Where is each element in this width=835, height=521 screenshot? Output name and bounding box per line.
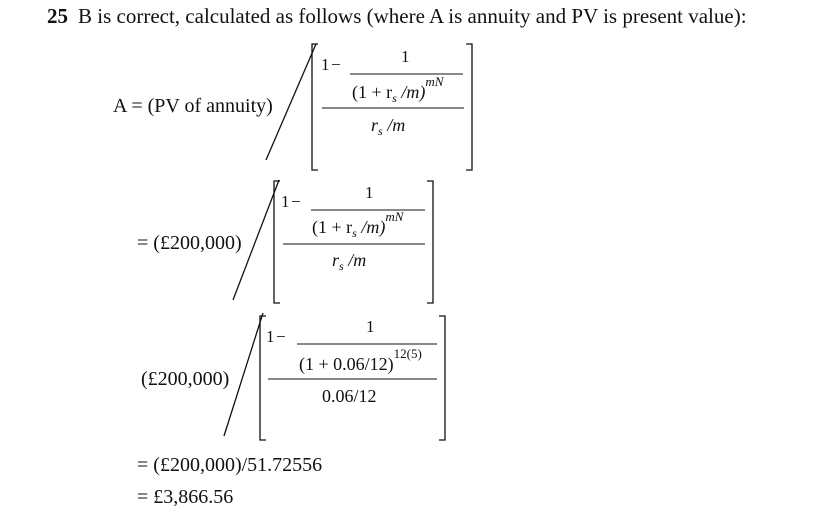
eq1-lhs: A = (PV of annuity) [113, 95, 273, 117]
eq1-denominator: $r_s$ /m [371, 115, 406, 138]
equation-1 [113, 44, 472, 170]
calc-line-5: = £3,866.56 [137, 486, 234, 508]
eq1-division-slash [266, 44, 316, 160]
eq3-right-bracket [439, 316, 445, 440]
eq1-inner-denominator: ($1 + r_s$ /m)$^{mN}$ [352, 74, 444, 105]
eq3-one: 1 [266, 327, 275, 346]
eq2-left-bracket [274, 181, 280, 303]
eq2-right-bracket [427, 181, 433, 303]
eq3-inner-numerator: 1 [366, 317, 375, 336]
eq3-division-slash [224, 313, 263, 436]
eq2-lhs: = (£200,000) [137, 232, 242, 254]
eq1-minus: − [331, 55, 341, 74]
eq3-inner-denominator: $(1 + 0.06/12)^{12(5)}$ [299, 346, 422, 374]
eq1-one: 1 [321, 55, 330, 74]
eq2-inner-denominator: ($1 + r_s$ /m)$^{mN}$ [312, 209, 404, 240]
eq2-inner-numerator: 1 [365, 183, 374, 202]
calc-line-4: = (£200,000)/51.72556 [137, 454, 323, 476]
eq2-one: 1 [281, 192, 290, 211]
eq2-denominator: $r_s$ /m [332, 250, 367, 273]
eq2-minus: − [291, 192, 301, 211]
eq1-inner-numerator: 1 [401, 47, 410, 66]
eq3-lhs: (£200,000) [141, 368, 230, 390]
eq1-left-bracket [312, 44, 318, 170]
equation-2 [137, 180, 433, 303]
question-text: B is correct, calculated as follows (where A is annuity and PV is present value): [78, 4, 747, 28]
eq1-right-bracket [466, 44, 472, 170]
question-number: 25 [47, 4, 68, 28]
eq3-minus: − [276, 327, 286, 346]
eq3-denominator: 0.06/12 [322, 386, 377, 406]
equation-3 [141, 313, 445, 440]
